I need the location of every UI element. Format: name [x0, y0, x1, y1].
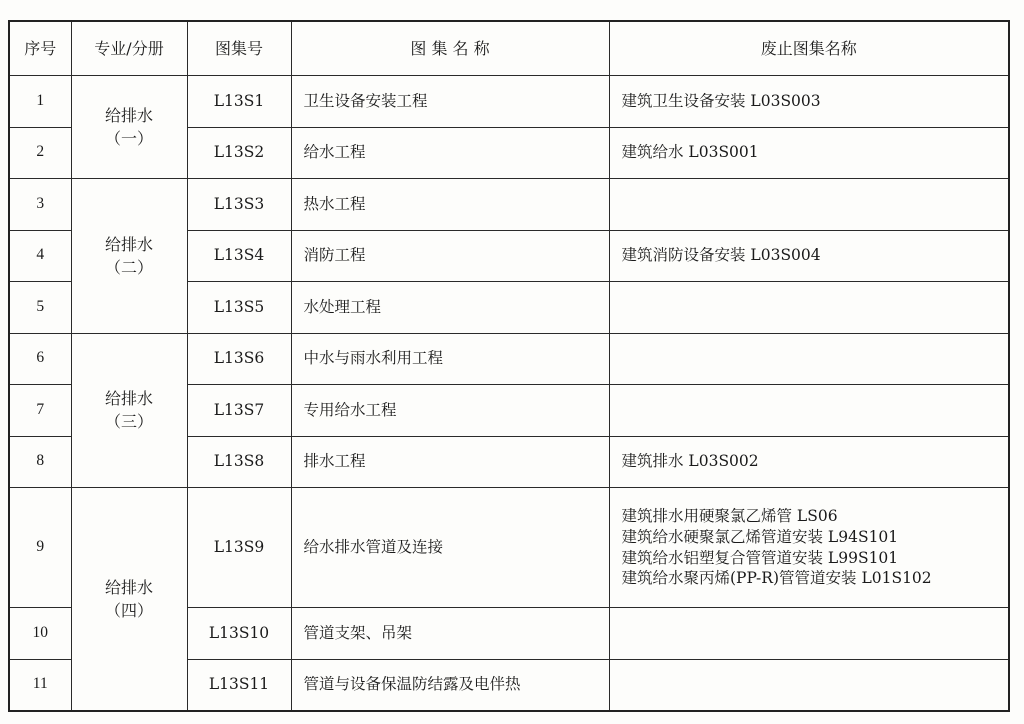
cell-category	[71, 76, 187, 179]
cell-atlas-no: L13S7	[187, 385, 291, 437]
cell-seq: 3	[9, 179, 71, 231]
category-name: 给排水	[104, 389, 153, 409]
category-name: 给排水	[104, 105, 153, 125]
cell-atlas-no: L13S5	[187, 282, 291, 334]
cell-atlas-no: L13S1	[187, 76, 291, 128]
category-name: 给排水	[104, 577, 153, 597]
cell-obsolete	[609, 608, 1009, 660]
obsolete-line: 建筑排水 L03S002	[621, 452, 759, 471]
cell-atlas-no: L13S3	[187, 179, 291, 231]
cell-atlas-no: L13S2	[187, 127, 291, 179]
cell-atlas-name: 管道支架、吊架	[291, 608, 609, 660]
cell-seq: 4	[9, 230, 71, 282]
table-row	[9, 333, 1009, 385]
header-row	[9, 21, 1009, 76]
header-category: 专业/分册	[71, 21, 187, 76]
category-part: （一）	[104, 129, 153, 148]
cell-obsolete	[609, 127, 1009, 179]
header-atlas-name: 图 集 名 称	[291, 21, 609, 76]
atlas-table	[8, 20, 1010, 712]
obsolete-line: 建筑消防设备安装 L03S004	[621, 246, 821, 265]
obsolete-line: 建筑给水 L03S001	[621, 143, 759, 162]
cell-atlas-name: 卫生设备安装工程	[291, 76, 609, 128]
header-obsolete-name: 废止图集名称	[609, 21, 1009, 76]
cell-atlas-no: L13S11	[187, 659, 291, 711]
category-name: 给排水	[104, 234, 153, 254]
cell-seq: 1	[9, 76, 71, 128]
cell-category	[71, 179, 187, 334]
table-row	[9, 179, 1009, 231]
cell-atlas-name: 中水与雨水利用工程	[291, 333, 609, 385]
category-part: （二）	[104, 257, 153, 277]
table-row	[9, 76, 1009, 128]
cell-atlas-name: 给水工程	[291, 127, 609, 179]
cell-atlas-no: L13S8	[187, 436, 291, 488]
header-seq: 序号	[9, 21, 71, 76]
cell-seq: 2	[9, 127, 71, 179]
cell-seq: 11	[9, 659, 71, 711]
cell-obsolete	[609, 76, 1009, 128]
cell-atlas-no: L13S6	[187, 333, 291, 385]
cell-obsolete	[609, 385, 1009, 437]
cell-seq: 8	[9, 436, 71, 488]
cell-seq: 6	[9, 333, 71, 385]
cell-obsolete	[609, 282, 1009, 334]
cell-atlas-name: 排水工程	[291, 436, 609, 488]
obsolete-line: 建筑排水用硬聚氯乙烯管 LS06	[621, 506, 838, 525]
cell-atlas-no: L13S9	[187, 488, 291, 608]
cell-atlas-no: L13S10	[187, 608, 291, 660]
category-part: （四）	[104, 600, 153, 620]
cell-category	[71, 488, 187, 711]
obsolete-line: 建筑卫生设备安装 L03S003	[621, 91, 821, 110]
cell-obsolete	[609, 179, 1009, 231]
cell-obsolete	[609, 333, 1009, 385]
cell-category	[71, 333, 187, 488]
cell-atlas-no: L13S4	[187, 230, 291, 282]
cell-atlas-name: 管道与设备保温防结露及电伴热	[291, 659, 609, 711]
cell-atlas-name: 热水工程	[291, 179, 609, 231]
cell-seq: 5	[9, 282, 71, 334]
cell-atlas-name: 给水排水管道及连接	[291, 488, 609, 608]
cell-atlas-name: 消防工程	[291, 230, 609, 282]
obsolete-line: 建筑给水聚丙烯(PP-R)管管道安装 L01S102	[621, 569, 932, 588]
header-atlas-no: 图集号	[187, 21, 291, 76]
category-part: （三）	[104, 412, 153, 432]
cell-atlas-name: 水处理工程	[291, 282, 609, 334]
cell-seq: 9	[9, 488, 71, 608]
obsolete-line: 建筑给水铝塑复合管管道安装 L99S101	[621, 548, 899, 567]
cell-obsolete	[609, 230, 1009, 282]
cell-obsolete	[609, 659, 1009, 711]
cell-seq: 7	[9, 385, 71, 437]
cell-seq: 10	[9, 608, 71, 660]
cell-obsolete	[609, 488, 1009, 608]
cell-atlas-name: 专用给水工程	[291, 385, 609, 437]
obsolete-line: 建筑给水硬聚氯乙烯管道安装 L94S101	[621, 527, 899, 546]
cell-obsolete	[609, 436, 1009, 488]
table-row	[9, 488, 1009, 608]
